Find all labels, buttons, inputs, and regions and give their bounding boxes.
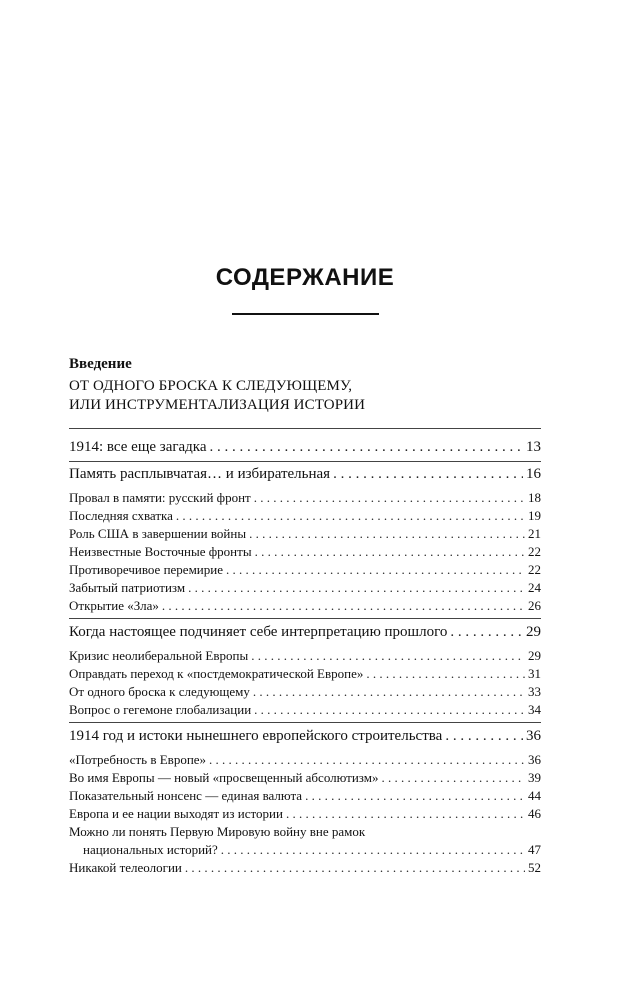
toc-entry[interactable] (69, 596, 541, 615)
leader-dots (305, 786, 525, 805)
toc-entry[interactable] (69, 560, 541, 579)
toc-entry-label: 1914 год и истоки нынешнего европейского строительства (69, 728, 443, 744)
toc-entry-label: Никакой телеологии (69, 860, 182, 875)
toc-entry[interactable] (69, 700, 541, 719)
toc-entry-label: Во имя Европы — новый «просвещенный абсолютизм» (69, 770, 379, 785)
intro-heading: Введение (69, 356, 132, 372)
toc-entry-section-4[interactable] (69, 725, 541, 747)
toc-entry-page: 13 (526, 439, 541, 455)
title-underline (232, 313, 379, 315)
leader-dots (254, 488, 525, 507)
toc-entry-page: 22 (528, 544, 541, 559)
intro-title-line-1: ОТ ОДНОГО БРОСКА К СЛЕДУЮЩЕМУ, (69, 378, 353, 394)
leader-dots (254, 700, 525, 719)
toc-entry-page: 22 (528, 562, 541, 577)
toc-entry-page: 21 (528, 526, 541, 541)
toc-entry[interactable] (69, 750, 541, 769)
toc-entry-label-line-2: национальных историй? (83, 842, 218, 857)
toc-entry-page: 29 (526, 624, 541, 640)
toc-entry-label: «Потребность в Европе» (69, 752, 207, 767)
leader-dots (209, 750, 525, 769)
leader-dots (450, 621, 523, 643)
toc-entry-label: Вопрос о гегемоне глобализации (69, 702, 252, 717)
leader-dots (445, 725, 523, 747)
toc-entry-label: Европа и ее нации выходят из истории (69, 806, 283, 821)
intro-block (69, 354, 541, 415)
toc-entry-label: Провал в памяти: русский фронт (69, 490, 251, 505)
toc-entry-page: 31 (528, 666, 541, 681)
toc-entry-page: 39 (528, 770, 541, 785)
intro-title-line-2: ИЛИ ИНСТРУМЕНТАЛИЗАЦИЯ ИСТОРИИ (69, 397, 366, 413)
toc-entry-page: 36 (526, 728, 541, 744)
toc-entry-page: 19 (528, 508, 541, 523)
toc-entry[interactable] (69, 682, 541, 701)
toc-entry-page: 44 (528, 788, 541, 803)
toc-entry-section-1[interactable] (69, 436, 541, 458)
toc-entry[interactable] (69, 488, 541, 507)
toc-entry-multiline[interactable] (69, 822, 541, 841)
toc-entry[interactable] (69, 524, 541, 543)
toc-entry[interactable] (69, 768, 541, 787)
toc-entry-page: 46 (528, 806, 541, 821)
toc-entry-label: Неизвестные Восточные фронты (69, 544, 252, 559)
leader-dots (210, 436, 523, 458)
toc-entry-label: Забытый патриотизм (69, 580, 186, 595)
leader-dots (366, 664, 525, 683)
toc-entry[interactable] (69, 858, 541, 877)
toc-entry[interactable] (69, 646, 541, 665)
toc-entry-page: 18 (528, 490, 541, 505)
leader-dots (382, 768, 526, 787)
toc-entry-section-3[interactable] (69, 621, 541, 643)
leader-dots (188, 578, 525, 597)
toc-entry-label: Открытие «Зла» (69, 598, 159, 613)
toc-entry-label-line-1: Можно ли понять Первую Мировую войну вне рамок (69, 824, 366, 839)
page-title: СОДЕРЖАНИЕ (215, 264, 395, 291)
section-divider (69, 618, 541, 619)
toc-entry[interactable] (69, 542, 541, 561)
toc-entry-label: Когда настоящее подчиняет себе интерпретацию прошлого (69, 624, 448, 640)
leader-dots (251, 646, 525, 665)
leader-dots (253, 682, 525, 701)
leader-dots (226, 560, 525, 579)
toc-entry-label: От одного броска к следующему (69, 684, 250, 699)
toc-entry-page: 33 (528, 684, 541, 699)
toc-entry-label: Противоречивое перемирие (69, 562, 223, 577)
toc-entry-page: 26 (528, 598, 541, 613)
section-divider (69, 722, 541, 723)
toc-entry-label: Оправдать переход к «постдемократической Европе» (69, 666, 364, 681)
leader-dots (286, 804, 525, 823)
toc-entry-page: 52 (528, 860, 541, 875)
toc-entry-label: Роль США в завершении войны (69, 526, 247, 541)
toc-entry-label: 1914: все еще загадка (69, 439, 207, 455)
toc-entry-label: Кризис неолиберальной Европы (69, 648, 249, 663)
toc-entry[interactable] (69, 664, 541, 683)
toc-entry-section-2[interactable] (69, 463, 541, 485)
toc-entry-page: 29 (528, 648, 541, 663)
toc-entry[interactable] (69, 786, 541, 805)
toc-entry-label: Последняя схватка (69, 508, 173, 523)
toc-entry-page: 47 (528, 842, 541, 857)
leader-dots (249, 524, 525, 543)
toc-entry-label: Показательный нонсенс — единая валюта (69, 788, 303, 803)
leader-dots (176, 506, 525, 525)
toc-entry-page: 16 (526, 466, 541, 482)
leader-dots (221, 840, 525, 859)
leader-dots (185, 858, 525, 877)
toc-entry[interactable] (69, 578, 541, 597)
toc-entry[interactable] (69, 804, 541, 823)
toc-entry-page: 34 (528, 702, 541, 717)
leader-dots (333, 463, 523, 485)
toc-entry-page: 24 (528, 580, 541, 595)
section-divider (69, 461, 541, 462)
toc-entry-multiline-continuation[interactable] (69, 840, 541, 859)
leader-dots (255, 542, 525, 561)
section-divider (69, 428, 541, 429)
leader-dots (162, 596, 525, 615)
toc-page (69, 0, 541, 1000)
toc-entry[interactable] (69, 506, 541, 525)
toc-entry-label: Память расплывчатая… и избирательная (69, 466, 331, 482)
toc-entry-page: 36 (528, 752, 541, 767)
